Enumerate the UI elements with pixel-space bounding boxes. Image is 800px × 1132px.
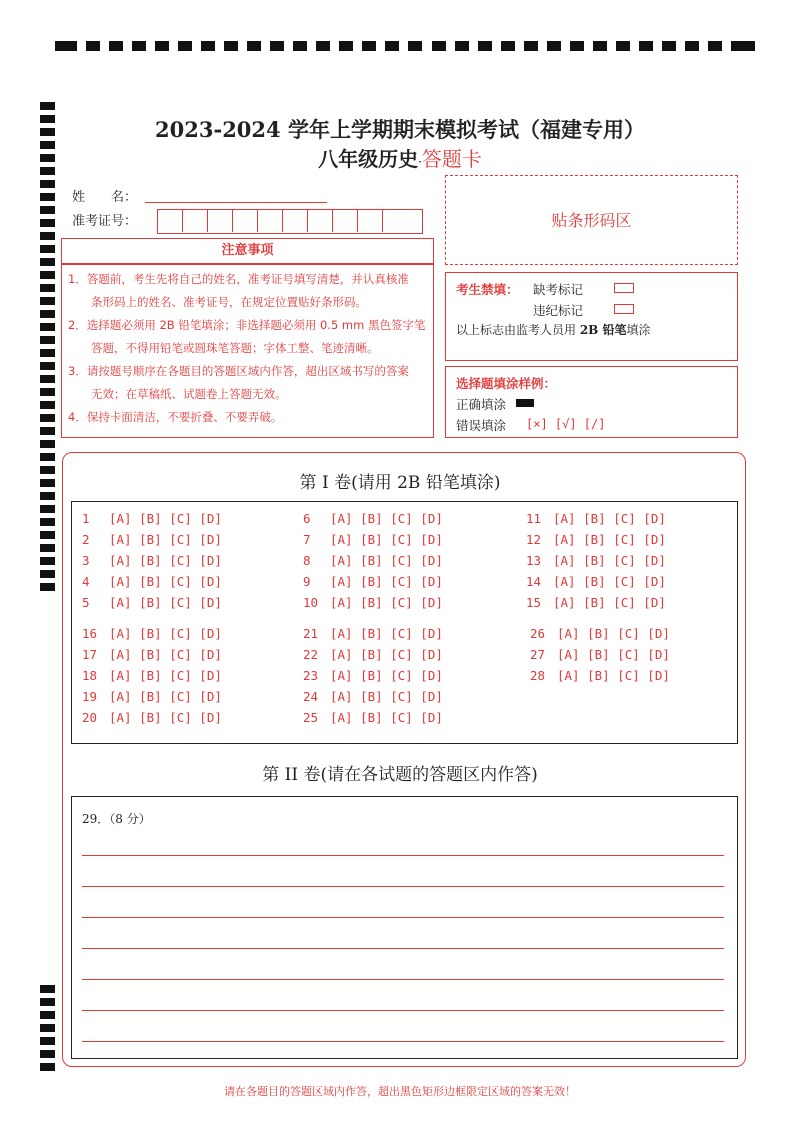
choice-row[interactable]: 1 [A] [B] [C] [D]	[82, 511, 222, 526]
answer-line	[82, 948, 724, 949]
violation-label: 违纪标记	[533, 303, 584, 318]
notice-line: 无效；在草稿纸、试题卷上答题无效。	[68, 387, 287, 401]
absent-checkbox[interactable]	[614, 283, 634, 293]
choice-row[interactable]: 15 [A] [B] [C] [D]	[526, 595, 666, 610]
choice-row[interactable]: 18 [A] [B] [C] [D]	[82, 668, 222, 683]
choice-row[interactable]: 11 [A] [B] [C] [D]	[526, 511, 666, 526]
absent-label: 缺考标记	[533, 282, 584, 297]
side-timing-marks-bottom	[40, 985, 55, 1076]
choice-row[interactable]: 5 [A] [B] [C] [D]	[82, 595, 222, 610]
id-number-grid[interactable]	[157, 209, 423, 234]
choice-row[interactable]: 23 [A] [B] [C] [D]	[303, 668, 443, 683]
choice-row[interactable]: 2 [A] [B] [C] [D]	[82, 532, 222, 547]
name-field[interactable]	[145, 202, 327, 203]
choice-row[interactable]: 20 [A] [B] [C] [D]	[82, 710, 222, 725]
q29-label: 29．（8 分）	[82, 812, 151, 826]
notice-line: 2．选择题必须用 2B 铅笔填涂；非选择题必须用 0.5 mm 黑色签字笔	[68, 318, 426, 332]
wrong-marks: [×] [√] [/]	[526, 417, 606, 431]
choice-group	[82, 623, 222, 728]
choice-row[interactable]: 24 [A] [B] [C] [D]	[303, 689, 443, 704]
choice-row[interactable]: 8 [A] [B] [C] [D]	[303, 553, 443, 568]
sample-box	[445, 366, 738, 438]
top-timing-marks	[55, 39, 755, 52]
choice-row[interactable]: 3 [A] [B] [C] [D]	[82, 553, 222, 568]
notice-line: 4．保持卡面清洁，不要折叠、不要弄破。	[68, 410, 283, 424]
q29-box[interactable]	[71, 796, 738, 1059]
choice-row[interactable]: 10 [A] [B] [C] [D]	[303, 595, 443, 610]
page-subtitle: 八年级历史·答题卡	[318, 147, 482, 171]
side-timing-marks-top	[40, 102, 55, 596]
name-label: 姓 名：	[72, 190, 138, 205]
choice-group	[303, 508, 443, 613]
barcode-label: 贴条形码区	[551, 211, 632, 230]
choice-row[interactable]: 6 [A] [B] [C] [D]	[303, 511, 443, 526]
choice-row[interactable]: 7 [A] [B] [C] [D]	[303, 532, 443, 547]
choice-row[interactable]: 12 [A] [B] [C] [D]	[526, 532, 666, 547]
choice-group	[303, 623, 443, 728]
wrong-label: 错误填涂	[456, 418, 507, 433]
footer-warning: 请在各题目的答题区域内作答，超出黑色矩形边框限定区域的答案无效！	[224, 1085, 576, 1098]
choice-row[interactable]: 21 [A] [B] [C] [D]	[303, 626, 443, 641]
choice-row[interactable]: 13 [A] [B] [C] [D]	[526, 553, 666, 568]
forbidden-note: 以上标志由监考人员用 2B 铅笔填涂	[456, 323, 651, 337]
answer-line	[82, 1041, 724, 1042]
choice-row[interactable]: 4 [A] [B] [C] [D]	[82, 574, 222, 589]
part2-title: 第 II 卷(请在各试题的答题区内作答)	[262, 765, 538, 785]
choice-row[interactable]: 27 [A] [B] [C] [D]	[530, 647, 670, 662]
forbidden-title: 考生禁填：	[456, 282, 519, 297]
notice-line: 条形码上的姓名、准考证号，在规定位置贴好条形码。	[68, 295, 367, 309]
answer-line	[82, 917, 724, 918]
barcode-area	[445, 175, 738, 265]
id-label: 准考证号：	[72, 214, 138, 229]
answer-line	[82, 886, 724, 887]
notice-title: 注意事项	[221, 243, 274, 258]
notice-box	[61, 264, 434, 438]
choice-row[interactable]: 25 [A] [B] [C] [D]	[303, 710, 443, 725]
choice-group	[530, 623, 670, 686]
notice-title-box	[61, 238, 434, 264]
choice-row[interactable]: 26 [A] [B] [C] [D]	[530, 626, 670, 641]
answer-line	[82, 855, 724, 856]
choice-group	[82, 508, 222, 613]
page-title: 2023-2024 学年上学期期末模拟考试（福建专用）	[155, 117, 645, 142]
choice-row[interactable]: 22 [A] [B] [C] [D]	[303, 647, 443, 662]
correct-label: 正确填涂	[456, 397, 507, 412]
notice-line: 1．答题前，考生先将自己的姓名，准考证号填写清楚，并认真核准	[68, 272, 409, 286]
filled-mark	[516, 399, 534, 407]
sample-title: 选择题填涂样例：	[456, 376, 557, 391]
notice-line: 3．请按题号顺序在各题目的答题区域内作答，超出区域书写的答案	[68, 364, 409, 378]
notice-line: 答题，不得用铅笔或圆珠笔答题；字体工整、笔迹清晰。	[68, 341, 379, 355]
choice-group	[526, 508, 666, 613]
answer-line	[82, 979, 724, 980]
choice-row[interactable]: 19 [A] [B] [C] [D]	[82, 689, 222, 704]
choice-row[interactable]: 28 [A] [B] [C] [D]	[530, 668, 670, 683]
choice-row[interactable]: 16 [A] [B] [C] [D]	[82, 626, 222, 641]
choice-row[interactable]: 14 [A] [B] [C] [D]	[526, 574, 666, 589]
choice-row[interactable]: 9 [A] [B] [C] [D]	[303, 574, 443, 589]
part1-title: 第 I 卷(请用 2B 铅笔填涂)	[299, 473, 501, 493]
forbidden-box	[445, 272, 738, 361]
answer-line	[82, 1010, 724, 1011]
choice-row[interactable]: 17 [A] [B] [C] [D]	[82, 647, 222, 662]
violation-checkbox[interactable]	[614, 304, 634, 314]
